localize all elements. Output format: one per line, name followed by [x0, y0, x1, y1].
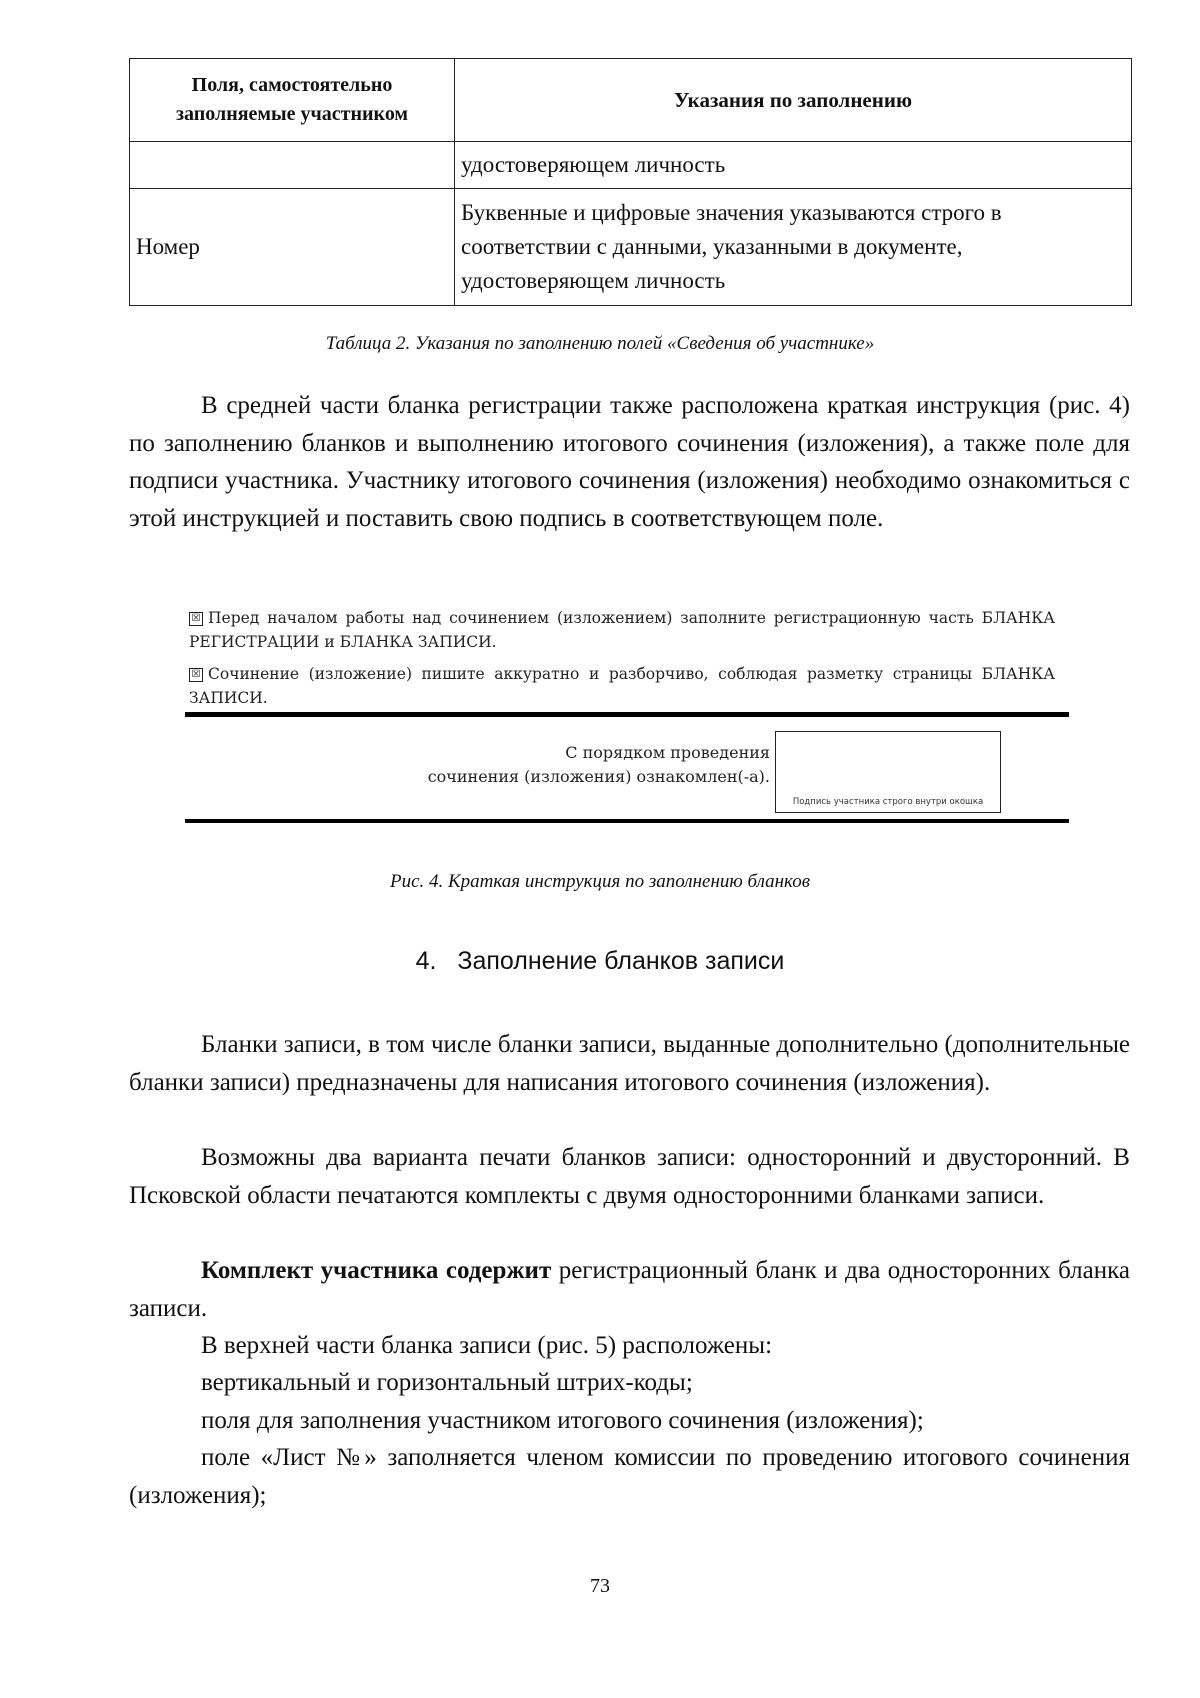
list-item-text: поле «Лист №» заполняется членом комиссии по проведению итогового сочинения (изложения);	[129, 1444, 1130, 1509]
page-number: 73	[590, 1575, 610, 1597]
paragraph-text: В верхней части бланка записи (рис. 5) расположены:	[201, 1332, 773, 1359]
instructions-table	[129, 58, 1132, 306]
table-cell-field	[130, 142, 455, 189]
figure-caption: Рис. 4. Краткая инструкция по заполнению бланков	[390, 871, 810, 892]
paragraph-kit	[129, 1252, 1130, 1327]
paragraph-text: регистрационный бланк и два односторонних бланка записи.	[129, 1257, 1130, 1322]
figure-instruction-2	[189, 662, 1055, 710]
paragraph-text: Бланки записи, в том числе бланки записи, выданные дополнительно (дополнительные бланки записи) предназначены для написания итогового сочинения (изложения).	[129, 1031, 1130, 1096]
table-header-row	[130, 59, 1132, 142]
acknowledgement-line-1: С порядком проведения	[565, 743, 770, 762]
paragraph-print-variants	[129, 1139, 1130, 1214]
table-cell-instruction: удостоверяющем личность	[455, 142, 1132, 189]
table-row	[130, 142, 1132, 189]
figure-top-rule	[185, 712, 1069, 717]
list-intro	[129, 1327, 1130, 1365]
list-item	[129, 1402, 1130, 1440]
section-number: 4.	[415, 947, 437, 975]
instruction-text: Сочинение (изложение) пишите аккуратно и разборчиво, соблюдая разметку страницы БЛАНКА ЗАПИСИ.	[189, 665, 1055, 707]
table-header-instructions: Указания по заполнению	[455, 59, 1132, 142]
list-item	[129, 1364, 1130, 1402]
table-caption: Таблица 2. Указания по заполнению полей «Сведения об участнике»	[325, 333, 875, 354]
table-header-fields: Поля, самостоятельно заполняемые участником	[130, 59, 455, 142]
table-cell-instruction: Буквенные и цифровые значения указываются строго в соответствии с данными, указанными в документе, удостоверяющем личность	[455, 189, 1132, 306]
list-item-text: поля для заполнения участником итогового сочинения (изложения);	[201, 1407, 924, 1434]
checkbox-icon: ☒	[189, 668, 203, 682]
kit-bold-text: Комплект участника содержит	[201, 1257, 552, 1284]
figure-instruction-1	[189, 606, 1055, 654]
paragraph-blanks	[129, 1026, 1130, 1101]
checkbox-icon: ☒	[189, 612, 203, 626]
table-row	[130, 189, 1132, 306]
acknowledgement-label	[428, 741, 770, 789]
section-heading	[0, 947, 1200, 976]
paragraph-text: В средней части бланка регистрации также расположена краткая инструкция (рис. 4) по заполнению бланков и выполнению итогового сочинения (изложения), а также поле для подписи участника. Участнику итогового сочинения (изложения) необходимо ознакомиться с этой инструкцией и поставить свою подпись в соответствующем поле.	[129, 392, 1130, 532]
section-title: Заполнение бланков записи	[457, 947, 785, 975]
paragraph-registration	[129, 387, 1130, 537]
signature-hint: Подпись участника строго внутри окошка	[792, 797, 984, 807]
figure-bottom-rule	[185, 819, 1069, 823]
acknowledgement-line-2: сочинения (изложения) ознакомлен(-а).	[427, 767, 770, 786]
list-item	[129, 1439, 1130, 1514]
instruction-text: Перед началом работы над сочинением (изложением) заполните регистрационную часть БЛАНКА РЕГИСТРАЦИИ и БЛАНКА ЗАПИСИ.	[189, 609, 1055, 651]
list-item-text: вертикальный и горизонтальный штрих-коды;	[201, 1369, 693, 1396]
table-cell-field: Номер	[130, 189, 455, 306]
paragraph-text: Возможны два варианта печати бланков записи: односторонний и двусторонний. В Псковской области печатаются комплекты с двумя односторонними бланками записи.	[129, 1144, 1130, 1209]
